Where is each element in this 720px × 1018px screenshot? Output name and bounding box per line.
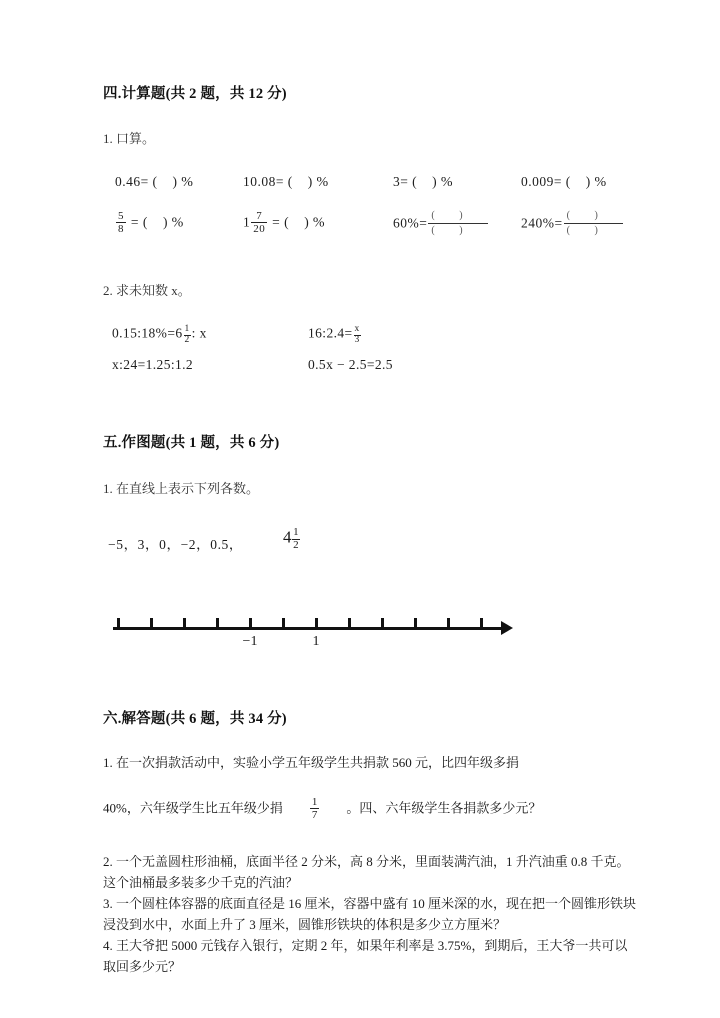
oral-calc-grid [103, 174, 637, 246]
section-four-q1-label: 1. 口算。 [103, 131, 156, 146]
section-six-q2: 2. 一个无盖圆柱形油桶，底面半径 2 分米，高 8 分米，里面装满汽油，1 升汽油重 0.8 千克。这个油桶最多装多少千克的汽油？ [103, 853, 630, 891]
calc-item-10-08 [243, 174, 329, 191]
q1-line2-part-a: 40%，六年级学生比五年级少捐 [103, 800, 283, 816]
number-line-tick [315, 618, 318, 629]
mixed-whole: 4 [283, 527, 293, 547]
section-six-q4: 4. 王大爷把 5000 元钱存入银行，定期 2 年，如果年利率是 3.75%，到期后，王大爷一共可以取回多少元？ [103, 938, 628, 975]
fraction-denominator: ( ) [431, 224, 474, 236]
worksheet-content [103, 82, 637, 977]
section-five-q1-label: 1. 在直线上表示下列各数。 [103, 481, 260, 496]
calc-unit: % [316, 175, 329, 190]
fraction-numerator: ( ) [564, 210, 623, 224]
calc-eq: = [554, 215, 563, 231]
equation-lhs: 16:2.4= [308, 325, 353, 341]
calc-unit: % [594, 175, 607, 190]
number-line-tick [117, 618, 120, 629]
calc-eq: = [419, 215, 428, 231]
fraction-1-2 [292, 527, 300, 552]
section-six-q1-line1: 1. 在一次捐款活动中，实验小学五年级学生共捐款 560 元，比四年级多捐 [103, 755, 520, 770]
calc-lhs: 0.46= [115, 174, 149, 189]
equation-rhs: : x [191, 325, 207, 341]
fraction-denominator: 3 [354, 334, 360, 345]
calc-item-240-percent [521, 210, 623, 236]
section-four-title: 四.计算题(共 2 题，共 12 分) [103, 86, 287, 102]
calc-unit: % [181, 175, 194, 190]
calc-eq: = ( [272, 214, 290, 230]
number-line-tick [249, 618, 252, 629]
fraction-blank-over-blank [564, 210, 623, 236]
calc-unit: % [312, 215, 326, 231]
fraction-numerator: 1 [293, 526, 300, 538]
number-line-label: 1 [312, 634, 320, 649]
number-line-tick [282, 618, 285, 629]
section-four-q2-label: 2. 求未知数 x。 [103, 283, 191, 298]
section-six-q3: 3. 一个圆柱体容器的底面直径是 16 厘米，容器中盛有 10 厘米深的水，现在把一个圆锥形铁块浸没到水中，水面上升了 3 厘米，圆锥形铁块的体积是多少立方厘米？ [103, 896, 637, 933]
equation-4: 0.5x − 2.5=2.5 [308, 357, 393, 372]
section-six-title: 六.解答题(共 6 题，共 34 分) [103, 711, 287, 727]
calc-lhs: 3= [393, 174, 409, 189]
number-line-tick [414, 618, 417, 629]
equation-1 [112, 325, 207, 346]
calc-item-3 [393, 174, 453, 191]
calc-item-0-46 [115, 174, 193, 191]
calc-lhs: 60% [393, 215, 420, 231]
q1-line2-part-b: 。四、六年级学生各捐款多少元？ [346, 800, 542, 816]
fraction-x-3 [354, 325, 361, 346]
equation-3: x:24=1.25:1.2 [112, 357, 194, 372]
fraction-7-20 [251, 210, 267, 235]
section-six-questions [103, 851, 637, 977]
calc-blank-paren: ( ) [148, 174, 182, 189]
number-line-tick [480, 618, 483, 629]
number-line-axis [113, 627, 503, 630]
calc-lhs: 0.009= [521, 174, 562, 189]
number-line-tick [348, 618, 351, 629]
calc-item-0-009 [521, 174, 607, 191]
calc-blank-paren: ) [289, 214, 313, 230]
fraction-numerator: 1 [311, 795, 318, 808]
calc-blank-paren: ( ) [284, 174, 317, 189]
fraction-denominator: 20 [253, 223, 266, 236]
fraction-denominator: 8 [118, 223, 124, 236]
arrow-right-icon [501, 621, 513, 635]
mixed-whole: 1 [243, 214, 251, 230]
number-line-tick [150, 618, 153, 629]
calc-blank-paren: ( ) [562, 174, 595, 189]
calc-unit: % [440, 175, 453, 190]
calc-eq: = ( [130, 214, 148, 230]
number-list-values: −5，3，0，−2，0.5， [108, 537, 244, 552]
number-line-tick [447, 618, 450, 629]
calc-lhs: 240% [521, 215, 555, 231]
section-five-title: 五.作图题(共 1 题，共 6 分) [103, 435, 280, 451]
fraction-denominator: 7 [311, 808, 318, 821]
fraction-numerator: ( ) [428, 210, 487, 224]
section-six-q1-line2 [103, 796, 637, 821]
fraction-denominator: 2 [184, 334, 190, 345]
equation-2 [308, 325, 362, 346]
number-line-diagram [103, 605, 523, 665]
fraction-numerator: 5 [118, 210, 124, 222]
calc-item-one-and-seven-twentieths [243, 210, 325, 235]
fraction-numerator: x [354, 324, 360, 334]
fraction-denominator: 2 [293, 538, 300, 551]
calc-lhs: 10.08= [243, 174, 284, 189]
fraction-1-2 [184, 325, 191, 346]
number-line-tick [216, 618, 219, 629]
number-line-tick [381, 618, 384, 629]
fraction-1-7 [310, 796, 320, 821]
calc-item-60-percent [393, 210, 488, 236]
calc-blank-paren: ) [147, 214, 172, 230]
calc-unit: % [171, 215, 184, 231]
unknown-equations-grid [103, 325, 637, 387]
fraction-numerator: 7 [251, 210, 267, 223]
calc-blank-paren: ( ) [408, 174, 441, 189]
fraction-blank-over-blank [428, 210, 487, 236]
number-line-label: −1 [242, 634, 258, 649]
calc-item-five-eighths [115, 210, 184, 235]
fraction-5-8 [116, 210, 126, 235]
number-line-tick [183, 618, 186, 629]
fraction-numerator: 1 [184, 324, 190, 334]
mixed-number-4-and-half [283, 527, 300, 552]
equation-lhs: 0.15:18%=6 [112, 325, 183, 341]
number-list [103, 526, 637, 573]
fraction-denominator: ( ) [566, 224, 609, 236]
